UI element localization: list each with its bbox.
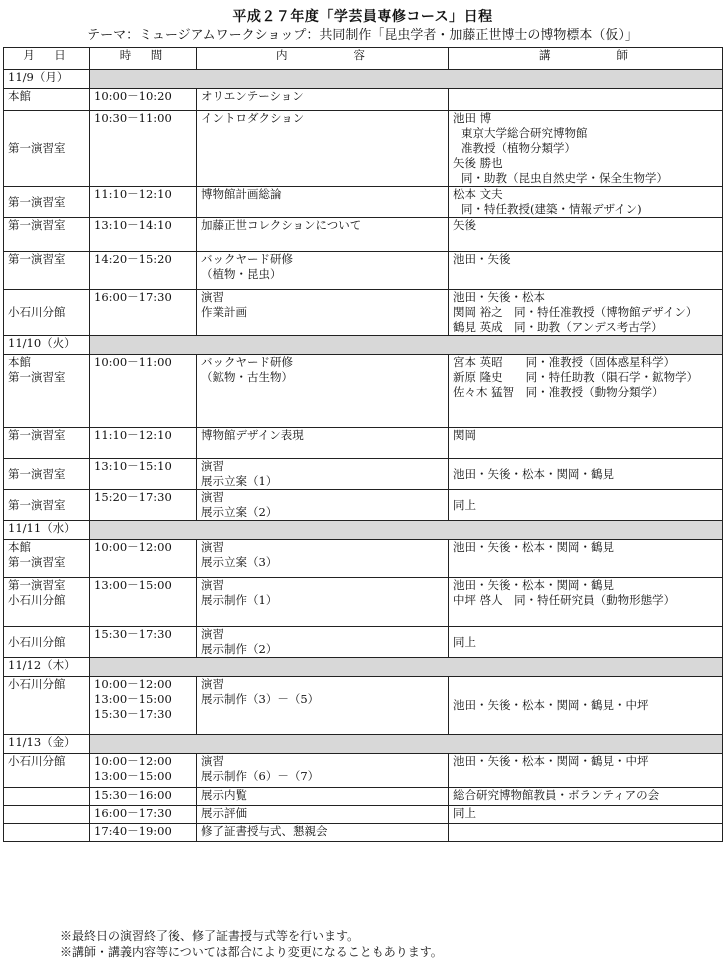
cell-line: 第一演習室 — [8, 218, 66, 232]
location-cell — [4, 578, 90, 627]
location-cell — [4, 252, 90, 290]
day-date — [4, 658, 90, 677]
cell-line: 作業計画 — [201, 305, 247, 319]
content-cell — [197, 627, 449, 658]
lecturer-cell — [449, 788, 723, 806]
time-cell — [90, 806, 197, 824]
day-date — [4, 521, 90, 540]
cell-line: 10:00－10:20 — [94, 89, 172, 103]
cell-line: 池田・矢後・松本・関岡・鶴見 — [453, 540, 614, 554]
day-date-label: 11/13（金） — [8, 735, 76, 749]
content-cell — [197, 806, 449, 824]
header-content: 内 容 — [197, 48, 449, 70]
cell-line: 展示立案（1） — [201, 474, 278, 488]
cell-line: 13:00－15:00 — [94, 578, 172, 592]
time-cell — [90, 824, 197, 842]
footnote: ※最終日の演習終了後、修了証書授与式等を行います。 — [60, 929, 360, 943]
lecturer-cell — [449, 355, 723, 428]
table-row — [4, 806, 723, 824]
content-cell — [197, 252, 449, 290]
cell-line: 16:00－17:30 — [94, 290, 172, 304]
cell-line: 東京大学総合研究博物館 — [461, 126, 588, 140]
cell-line: 第一演習室 — [8, 428, 66, 442]
time-cell — [90, 627, 197, 658]
location-cell — [4, 89, 90, 111]
location-cell — [4, 428, 90, 459]
time-cell — [90, 111, 197, 187]
cell-line: 第一演習室 — [8, 578, 66, 592]
lecturer-cell — [449, 459, 723, 490]
day-shade — [90, 521, 723, 540]
lecturer-cell — [449, 218, 723, 252]
cell-line: 総合研究博物館教員・ボランティアの会 — [453, 788, 660, 802]
location-cell — [4, 218, 90, 252]
table-row — [4, 111, 723, 187]
cell-line: 演習 — [201, 290, 224, 304]
day-date-label: 11/9（月） — [8, 70, 69, 84]
cell-line: 鶴見 英成 同・助教（アンデス考古学） — [453, 320, 663, 334]
day-header-row — [4, 336, 723, 355]
table-row — [4, 540, 723, 578]
table-row — [4, 754, 723, 788]
location-cell — [4, 788, 90, 806]
cell-line: 池田・矢後・松本 — [453, 290, 545, 304]
content-cell — [197, 428, 449, 459]
time-cell — [90, 578, 197, 627]
time-cell — [90, 290, 197, 336]
location-cell — [4, 754, 90, 788]
location-cell — [4, 111, 90, 187]
lecturer-cell — [449, 540, 723, 578]
header-date: 月 日 — [4, 48, 90, 70]
cell-line: 本館 — [8, 355, 31, 369]
cell-line: 11:10－12:10 — [94, 187, 172, 201]
lecturer-cell — [449, 677, 723, 735]
cell-line: 池田・矢後・松本・関岡・鶴見・中坪 — [453, 698, 649, 712]
day-shade — [90, 70, 723, 89]
time-cell — [90, 788, 197, 806]
time-cell — [90, 459, 197, 490]
day-date-label: 11/12（木） — [8, 658, 76, 672]
cell-line: 展示立案（2） — [201, 505, 278, 519]
location-cell — [4, 540, 90, 578]
cell-line: 池田・矢後・松本・関岡・鶴見 — [453, 578, 614, 592]
lecturer-cell — [449, 187, 723, 218]
cell-line: 中坪 啓人 同・特任研究員（動物形態学） — [453, 593, 676, 607]
day-shade — [90, 735, 723, 754]
content-cell — [197, 578, 449, 627]
footnotes — [60, 928, 443, 960]
cell-line: 同・特任教授(建築・情報デザイン) — [461, 202, 642, 216]
table-row — [4, 459, 723, 490]
cell-line: 展示制作（2） — [201, 642, 278, 656]
cell-line: 同上 — [453, 806, 476, 820]
cell-line: イントロダクション — [201, 111, 305, 125]
cell-line: 13:00－15:00 — [94, 769, 172, 783]
day-header-row — [4, 70, 723, 89]
cell-line: 矢後 勝也 — [453, 156, 503, 170]
day-header-row — [4, 735, 723, 754]
lecturer-cell — [449, 754, 723, 788]
time-cell — [90, 428, 197, 459]
cell-line: 15:30－17:30 — [94, 707, 172, 721]
content-cell — [197, 540, 449, 578]
cell-line: 本館 — [8, 540, 31, 554]
location-cell — [4, 677, 90, 735]
cell-line: 小石川分館 — [8, 593, 66, 607]
table-row — [4, 252, 723, 290]
cell-line: 修了証書授与式、懇親会 — [201, 824, 328, 838]
location-cell — [4, 627, 90, 658]
cell-line: 本館 — [8, 89, 31, 103]
location-cell — [4, 490, 90, 521]
time-cell — [90, 490, 197, 521]
lecturer-cell — [449, 428, 723, 459]
cell-line: 第一演習室 — [8, 555, 66, 569]
lecturer-cell — [449, 89, 723, 111]
cell-line: 13:10－14:10 — [94, 218, 172, 232]
cell-line: 小石川分館 — [8, 754, 66, 768]
cell-line: 演習 — [201, 578, 224, 592]
lecturer-cell — [449, 290, 723, 336]
day-date — [4, 735, 90, 754]
content-cell — [197, 355, 449, 428]
lecturer-cell — [449, 627, 723, 658]
cell-line: 演習 — [201, 459, 224, 473]
cell-line: 展示内覧 — [201, 788, 247, 802]
day-date-label: 11/11（水） — [8, 521, 76, 535]
cell-line: 演習 — [201, 627, 224, 641]
table-row — [4, 218, 723, 252]
cell-line: 矢後 — [453, 218, 476, 232]
cell-line: 池田 博 — [453, 111, 492, 125]
content-cell — [197, 89, 449, 111]
cell-line: 佐々木 猛智 同・准教授（動物分類学） — [453, 385, 664, 399]
table-row — [4, 89, 723, 111]
content-cell — [197, 290, 449, 336]
cell-line: 池田・矢後・松本・関岡・鶴見 — [453, 466, 614, 481]
cell-line: 同上 — [453, 497, 476, 512]
cell-line: 池田・矢後・松本・関岡・鶴見・中坪 — [453, 754, 649, 768]
table-row — [4, 490, 723, 521]
cell-line: 宮本 英昭 同・准教授（固体惑星科学） — [453, 355, 676, 369]
cell-line: （植物・昆虫） — [201, 267, 282, 281]
time-cell — [90, 252, 197, 290]
cell-line: 博物館計画総論 — [201, 187, 282, 201]
table-row — [4, 824, 723, 842]
day-header-row — [4, 521, 723, 540]
header-time: 時 間 — [90, 48, 197, 70]
time-cell — [90, 218, 197, 252]
page-title: 平成２７年度「学芸員専修コース」日程 — [232, 9, 493, 25]
location-cell — [4, 806, 90, 824]
cell-line: オリエンテーション — [201, 89, 304, 103]
time-cell — [90, 677, 197, 735]
table-row — [4, 578, 723, 627]
time-cell — [90, 89, 197, 111]
cell-line: 第一演習室 — [8, 497, 66, 512]
cell-line: 展示制作（6）－（7） — [201, 769, 320, 783]
cell-line: 第一演習室 — [8, 194, 66, 209]
content-cell — [197, 677, 449, 735]
cell-line: 10:00－12:00 — [94, 540, 172, 554]
location-cell — [4, 459, 90, 490]
cell-line: 准教授（植物分類学） — [461, 141, 576, 155]
content-cell — [197, 187, 449, 218]
cell-line: 演習 — [201, 540, 224, 554]
cell-line: 第一演習室 — [8, 370, 66, 384]
cell-line: 加藤正世コレクションについて — [201, 218, 362, 232]
cell-line: 松本 文夫 — [453, 187, 503, 201]
cell-line: 関岡 裕之 同・特任准教授（博物館デザイン） — [453, 305, 698, 319]
cell-line: バックヤード研修 — [201, 355, 293, 369]
lecturer-cell — [449, 578, 723, 627]
content-cell — [197, 459, 449, 490]
table-row — [4, 788, 723, 806]
cell-line: 小石川分館 — [8, 634, 66, 649]
time-cell — [90, 754, 197, 788]
cell-line: 13:10－15:10 — [94, 459, 172, 473]
day-shade — [90, 658, 723, 677]
cell-line: 14:20－15:20 — [94, 252, 172, 266]
table-row — [4, 355, 723, 428]
table-row — [4, 428, 723, 459]
content-cell — [197, 824, 449, 842]
lecturer-cell — [449, 252, 723, 290]
cell-line: 10:00－12:00 — [94, 677, 172, 691]
table-row — [4, 290, 723, 336]
cell-line: 演習 — [201, 754, 224, 768]
cell-line: （鉱物・古生物） — [201, 370, 293, 384]
cell-line: 池田・矢後 — [453, 252, 511, 266]
content-cell — [197, 754, 449, 788]
cell-line: 17:40－19:00 — [94, 824, 172, 838]
day-date-label: 11/10（火） — [8, 336, 76, 350]
cell-line: 15:20－17:30 — [94, 490, 172, 504]
location-cell — [4, 824, 90, 842]
location-cell — [4, 355, 90, 428]
table-row — [4, 187, 723, 218]
cell-line: 展示制作（3）－（5） — [201, 692, 320, 706]
cell-line: 13:00－15:00 — [94, 692, 172, 706]
cell-line: 同上 — [453, 634, 476, 649]
cell-line: 展示評価 — [201, 806, 247, 820]
page-subtitle: テーマ：ミュージアムワークショップ：共同制作「昆虫学者・加藤正世博士の博物標本（仮）」 — [87, 28, 638, 43]
time-cell — [90, 355, 197, 428]
cell-line: 15:30－16:00 — [94, 788, 172, 802]
cell-line: 博物館デザイン表現 — [201, 428, 304, 442]
cell-line: 展示立案（3） — [201, 555, 278, 569]
day-date — [4, 336, 90, 355]
day-header-row — [4, 658, 723, 677]
header-lecturer: 講 師 — [449, 48, 723, 70]
lecturer-cell — [449, 824, 723, 842]
day-shade — [90, 336, 723, 355]
lecturer-cell — [449, 111, 723, 187]
cell-line: 10:00－12:00 — [94, 754, 172, 768]
lecturer-cell — [449, 806, 723, 824]
content-cell — [197, 788, 449, 806]
cell-line: 第一演習室 — [8, 252, 66, 266]
location-cell — [4, 187, 90, 218]
cell-line: 展示制作（1） — [201, 593, 278, 607]
day-date — [4, 70, 90, 89]
time-cell — [90, 187, 197, 218]
cell-line: 第一演習室 — [8, 141, 66, 155]
footnote: ※講師・講義内容等については都合により変更になることもあります。 — [60, 945, 443, 959]
location-cell — [4, 290, 90, 336]
cell-line: 演習 — [201, 677, 224, 691]
cell-line: 16:00－17:30 — [94, 806, 172, 820]
cell-line: 小石川分館 — [8, 305, 66, 319]
cell-line: 15:30－17:30 — [94, 627, 172, 641]
cell-line: 第一演習室 — [8, 466, 66, 481]
lecturer-cell — [449, 490, 723, 521]
cell-line: 関岡 — [453, 428, 476, 442]
cell-line: 新原 隆史 同・特任助教（隕石学・鉱物学） — [453, 370, 699, 384]
content-cell — [197, 111, 449, 187]
table-row — [4, 677, 723, 735]
cell-line: 演習 — [201, 490, 224, 504]
content-cell — [197, 218, 449, 252]
cell-line: 小石川分館 — [8, 677, 66, 691]
table-row — [4, 627, 723, 658]
table-header-row — [4, 48, 723, 70]
cell-line: 11:10－12:10 — [94, 428, 172, 442]
cell-line: 10:30－11:00 — [94, 111, 172, 125]
content-cell — [197, 490, 449, 521]
schedule-table — [3, 47, 723, 842]
cell-line: 同・助教（昆虫自然史学・保全生物学） — [461, 171, 668, 185]
cell-line: バックヤード研修 — [201, 252, 293, 266]
time-cell — [90, 540, 197, 578]
cell-line: 10:00－11:00 — [94, 355, 172, 369]
